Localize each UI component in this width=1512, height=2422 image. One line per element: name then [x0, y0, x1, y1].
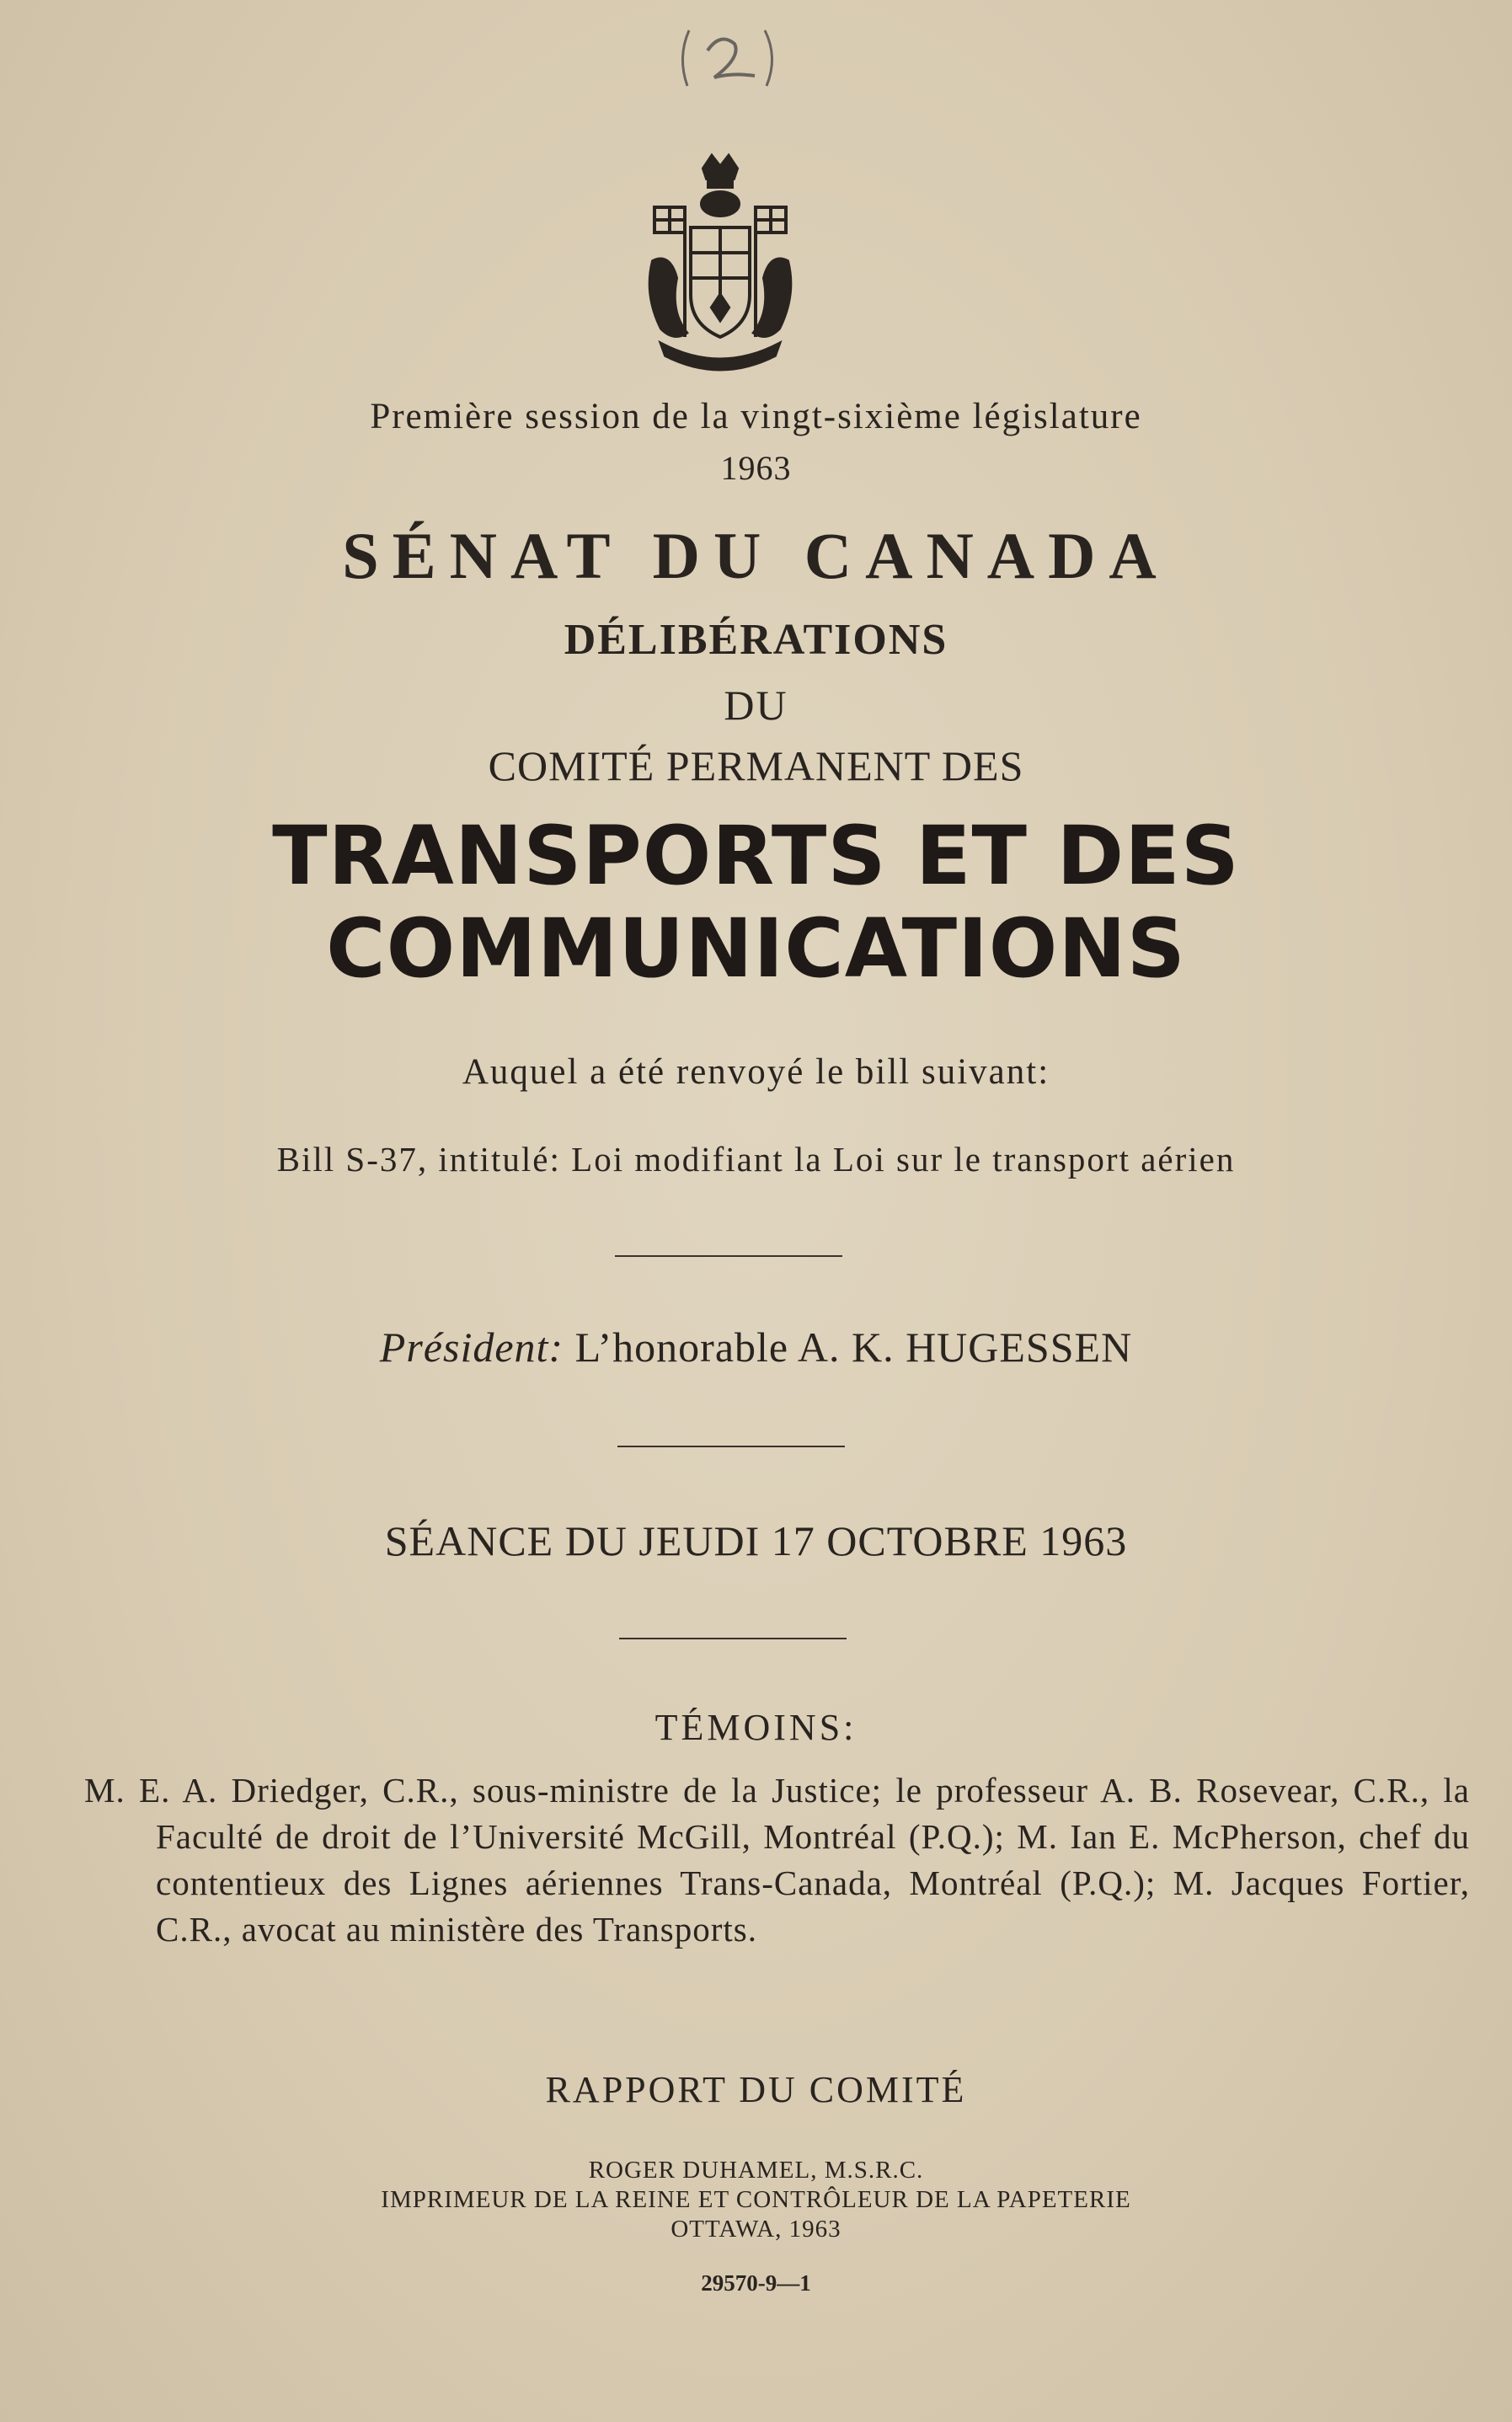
royal-arms-of-canada-icon [636, 152, 804, 379]
session-line: Première session de la vingt-sixième législature [370, 397, 1142, 436]
du-heading: DU [724, 682, 788, 729]
institution-title: SÉNAT DU CANADA [342, 519, 1170, 592]
print-code: 29570-9—1 [701, 2270, 811, 2296]
session-year: 1963 [720, 449, 792, 487]
imprint-place-year: OTTAWA, 1963 [671, 2216, 841, 2243]
divider-rule [617, 1446, 845, 1447]
deliberations-heading: DÉLIBÉRATIONS [564, 616, 948, 664]
handwritten-page-mark [674, 25, 783, 93]
divider-rule [619, 1638, 847, 1639]
committee-name-line-2: COMMUNICATIONS [326, 901, 1186, 996]
sitting-date: SÉANCE DU JEUDI 17 OCTOBRE 1963 [384, 1517, 1128, 1564]
committee-type-heading: COMITÉ PERMANENT DES [488, 742, 1024, 789]
referral-intro: Auquel a été renvoyé le bill suivant: [462, 1052, 1050, 1092]
imprint-printer: ROGER DUHAMEL, M.S.R.C. [588, 2157, 924, 2184]
chair-name: L’honorable A. K. HUGESSEN [574, 1323, 1133, 1371]
divider-rule [615, 1255, 842, 1257]
bill-title: Bill S-37, intitulé: Loi modifiant la Loi sur le transport aérien [276, 1140, 1236, 1179]
chair-line [0, 1323, 1512, 1371]
chair-label: Président: [379, 1323, 564, 1371]
committee-name-line-1: TRANSPORTS ET DES [272, 809, 1240, 903]
report-heading: RAPPORT DU COMITÉ [545, 2069, 967, 2110]
witnesses-heading: TÉMOINS: [654, 1707, 858, 1748]
imprint-title: IMPRIMEUR DE LA REINE ET CONTRÔLEUR DE LA PAPETERIE [381, 2186, 1131, 2213]
witnesses-list: M. E. A. Driedger, C.R., sous-ministre de la Justice; le professeur A. B. Rosevear, C.R., la Faculté de droit de l’Université McGill, Montréal (P.Q.); M. Ian E. McPherson, chef du contentieux des Lignes aériennes Trans-Canada, Montréal (P.Q.); M. Jacques Fortier, C.R., avocat au ministère des Transports. [84, 1771, 1470, 1949]
